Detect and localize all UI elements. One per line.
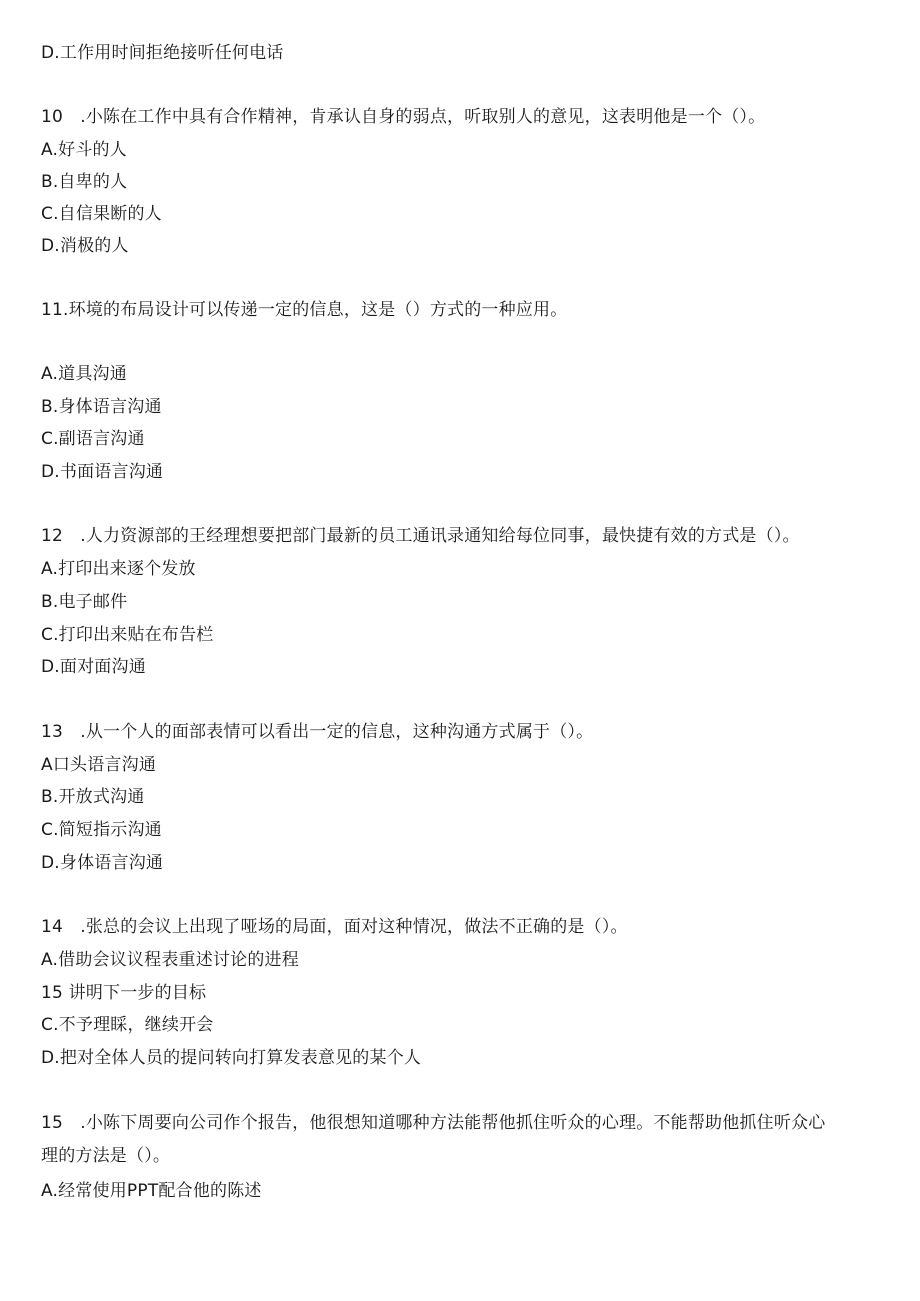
- question-10: 10 .小陈在工作中具有合作精神，肯承认自身的弱点，听取别人的意见，这表明他是一个（）。: [41, 107, 766, 127]
- option-12d: D.面对面沟通: [41, 657, 146, 677]
- option-13d: D.身体语言沟通: [41, 853, 164, 873]
- option-14a: A.借助会议议程表重述讨论的进程: [41, 950, 299, 970]
- option-15a: A.经常使用PPT配合他的陈述: [41, 1181, 262, 1201]
- option-14d: D.把对全体人员的提问转向打算发表意见的某个人: [41, 1048, 422, 1068]
- question-14: 14 .张总的会议上出现了哑场的局面，面对这种情况，做法不正确的是（）。: [41, 917, 628, 937]
- option-13b: B.开放式沟通: [41, 787, 145, 807]
- option-12c: C.打印出来贴在布告栏: [41, 625, 214, 645]
- option-10a: A.好斗的人: [41, 140, 127, 160]
- option-12b: B.电子邮件: [41, 592, 128, 612]
- option-12a: A.打印出来逐个发放: [41, 559, 196, 579]
- option-14c: C.不予理睬，继续开会: [41, 1015, 214, 1035]
- option-10d: D.消极的人: [41, 236, 129, 256]
- option-11c: C.副语言沟通: [41, 429, 145, 449]
- question-11: 11.环境的布局设计可以传递一定的信息，这是（）方式的一种应用。: [41, 300, 568, 320]
- question-15-cont: 理的方法是（）。: [41, 1146, 171, 1166]
- option-10c: C.自信果断的人: [41, 204, 162, 224]
- option-10b: B.自卑的人: [41, 172, 128, 192]
- option-14b: 15 讲明下一步的目标: [41, 983, 207, 1003]
- option-11d: D.书面语言沟通: [41, 462, 164, 482]
- option-9d: D.工作用时间拒绝接听任何电话: [41, 43, 284, 63]
- question-13: 13 .从一个人的面部表情可以看出一定的信息，这种沟通方式属于（）。: [41, 722, 594, 742]
- option-13c: C.简短指示沟通: [41, 820, 162, 840]
- option-13a: A口头语言沟通: [41, 755, 157, 775]
- option-11a: A.道具沟通: [41, 364, 127, 384]
- question-15: 15 .小陈下周要向公司作个报告，他很想知道哪种方法能帮他抓住听众的心理。不能帮助他抓住听众心: [41, 1113, 826, 1133]
- question-12: 12 .人力资源部的王经理想要把部门最新的员工通讯录通知给每位同事，最快捷有效的方式是（）。: [41, 526, 800, 546]
- option-11b: B.身体语言沟通: [41, 397, 162, 417]
